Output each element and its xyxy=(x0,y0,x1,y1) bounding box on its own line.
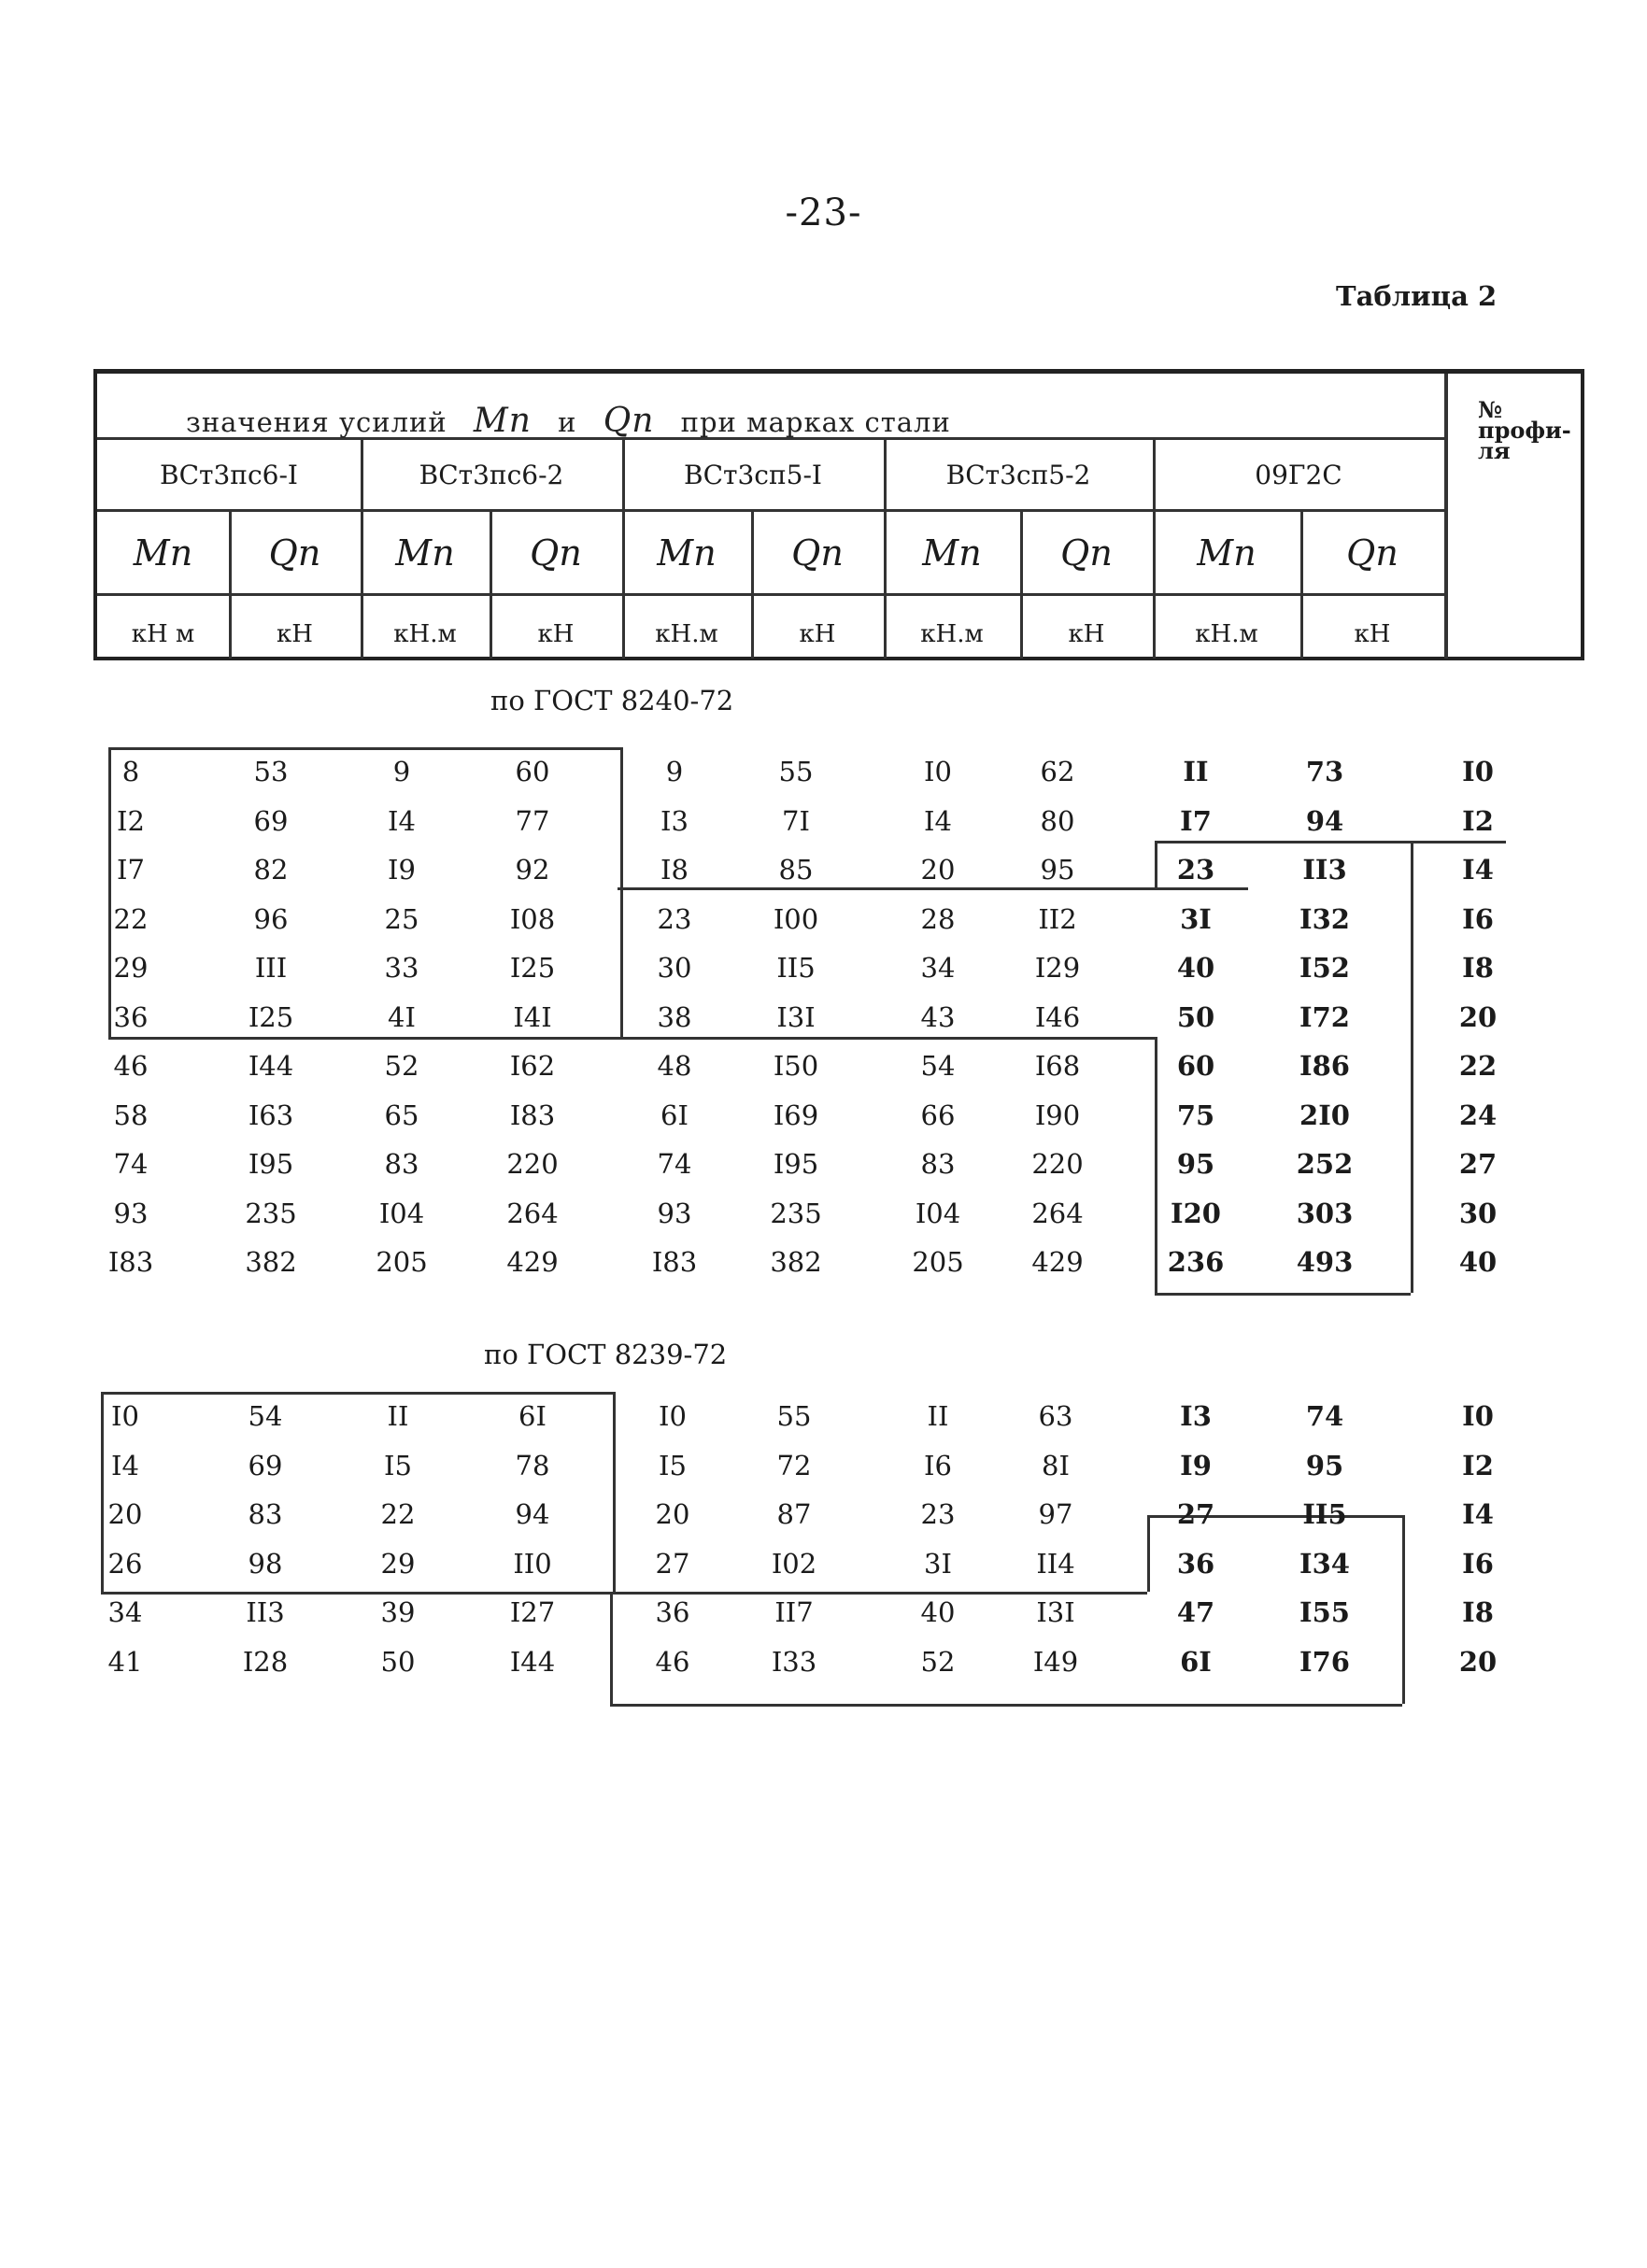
value-cell: I2 xyxy=(117,804,145,837)
column-symbol: Mn xyxy=(1197,532,1257,574)
value-cell: 36 xyxy=(113,1000,149,1033)
value-cell: 83 xyxy=(920,1148,956,1180)
column-symbol: Mn xyxy=(657,532,717,574)
column-symbol: Qn xyxy=(1060,532,1113,574)
value-cell: I95 xyxy=(248,1148,294,1180)
value-cell: 60 xyxy=(515,756,550,787)
value-cell: I46 xyxy=(1034,1000,1081,1033)
profile-number-cell: I2 xyxy=(1462,1449,1494,1481)
column-unit: кН xyxy=(799,620,836,648)
value-cell: I44 xyxy=(509,1645,556,1678)
value-cell: 72 xyxy=(776,1449,812,1481)
ibeam-table xyxy=(93,1392,1588,1709)
header-table xyxy=(93,369,1584,660)
value-cell: I20 xyxy=(1171,1197,1221,1229)
profile-number-cell: 22 xyxy=(1458,1050,1498,1082)
value-cell: 92 xyxy=(515,854,550,886)
value-cell: II4 xyxy=(1036,1547,1075,1580)
value-cell: 4I xyxy=(388,1000,416,1033)
value-cell: 93 xyxy=(113,1197,149,1229)
value-cell: I69 xyxy=(773,1099,819,1131)
value-cell: 9 xyxy=(665,756,684,787)
grade-header: 09Г2С xyxy=(1255,460,1342,490)
value-cell: I83 xyxy=(107,1246,154,1278)
value-cell: 303 xyxy=(1296,1197,1354,1229)
value-cell: 93 xyxy=(657,1197,692,1229)
value-cell: I86 xyxy=(1299,1050,1350,1082)
value-cell: I62 xyxy=(509,1050,556,1082)
value-cell: 264 xyxy=(1031,1197,1084,1229)
value-cell: II3 xyxy=(1302,854,1347,886)
value-cell: 34 xyxy=(920,952,956,984)
value-cell: I8 xyxy=(660,854,689,886)
value-cell: 6I xyxy=(1180,1645,1212,1678)
column-unit: кН.м xyxy=(920,620,984,648)
value-cell: 48 xyxy=(657,1050,692,1082)
value-cell: I72 xyxy=(1299,1000,1350,1033)
column-unit: кН.м xyxy=(655,620,718,648)
value-cell: 22 xyxy=(113,902,149,935)
value-cell: 60 xyxy=(1176,1050,1215,1082)
value-cell: 20 xyxy=(655,1498,690,1530)
value-cell: I3 xyxy=(660,804,689,837)
profile-number-cell: 30 xyxy=(1458,1197,1498,1229)
value-cell: 36 xyxy=(1176,1547,1215,1580)
value-cell: 27 xyxy=(655,1547,690,1580)
profile-number-cell: I0 xyxy=(1462,756,1494,787)
value-cell: 66 xyxy=(920,1099,956,1131)
value-cell: 6I xyxy=(660,1099,689,1131)
value-cell: I9 xyxy=(388,854,416,886)
value-cell: 87 xyxy=(776,1498,812,1530)
value-cell: I83 xyxy=(509,1099,556,1131)
value-cell: 46 xyxy=(113,1050,149,1082)
value-cell: 74 xyxy=(113,1148,149,1180)
value-cell: I5 xyxy=(384,1449,412,1481)
value-cell: 236 xyxy=(1167,1246,1225,1278)
value-cell: I4 xyxy=(388,804,416,837)
value-cell: I25 xyxy=(509,952,556,984)
value-cell: 20 xyxy=(920,854,956,886)
profile-number-cell: I8 xyxy=(1462,1596,1494,1628)
value-cell: 58 xyxy=(113,1099,149,1131)
value-cell: I4 xyxy=(924,804,952,837)
value-cell: 220 xyxy=(1031,1148,1084,1180)
value-cell: I33 xyxy=(771,1645,817,1678)
profile-number-cell: I4 xyxy=(1462,854,1494,886)
value-cell: 6I xyxy=(518,1400,547,1432)
value-cell: II7 xyxy=(774,1596,814,1628)
value-cell: 3I xyxy=(1180,902,1212,935)
value-cell: 50 xyxy=(380,1645,416,1678)
table-row xyxy=(93,747,1588,796)
value-cell: I7 xyxy=(1180,804,1212,837)
grade-header: ВСт3пс6-2 xyxy=(419,460,564,490)
value-cell: 95 xyxy=(1040,854,1075,886)
value-cell: 8I xyxy=(1042,1449,1070,1481)
table-row xyxy=(93,1637,1588,1686)
value-cell: II5 xyxy=(776,952,816,984)
column-unit: кН xyxy=(1354,620,1391,648)
value-cell: III xyxy=(254,952,288,984)
value-cell: 27 xyxy=(1176,1498,1215,1530)
value-cell: 95 xyxy=(1176,1148,1215,1180)
value-cell: I4 xyxy=(111,1449,139,1481)
value-cell: I3I xyxy=(776,1000,816,1033)
grade-header: ВСт3сп5-I xyxy=(684,460,822,490)
value-cell: I83 xyxy=(651,1246,698,1278)
value-cell: 78 xyxy=(515,1449,550,1481)
value-cell: I9 xyxy=(1180,1449,1212,1481)
grade-header: ВСт3сп5-2 xyxy=(945,460,1091,490)
value-cell: 75 xyxy=(1176,1099,1215,1131)
table-row xyxy=(93,1392,1588,1440)
section-title-gost-8239: по ГОСТ 8239-72 xyxy=(484,1339,728,1370)
profile-number-cell: I6 xyxy=(1462,902,1494,935)
value-cell: 3I xyxy=(924,1547,952,1580)
column-symbol: Mn xyxy=(922,532,982,574)
section-title-gost-8240: по ГОСТ 8240-72 xyxy=(490,685,734,716)
value-cell: 85 xyxy=(778,854,814,886)
value-cell: I27 xyxy=(509,1596,556,1628)
value-cell: 26 xyxy=(107,1547,143,1580)
value-cell: 74 xyxy=(1305,1400,1344,1432)
channel-table xyxy=(93,747,1588,1298)
column-unit: кН xyxy=(277,620,313,648)
value-cell: 41 xyxy=(107,1645,143,1678)
value-cell: 65 xyxy=(384,1099,419,1131)
value-cell: 29 xyxy=(113,952,149,984)
value-cell: I0 xyxy=(924,756,952,787)
value-cell: 54 xyxy=(248,1400,283,1432)
value-cell: I3 xyxy=(1180,1400,1212,1432)
value-cell: 95 xyxy=(1305,1449,1344,1481)
column-unit: кН.м xyxy=(393,620,457,648)
value-cell: II xyxy=(1183,756,1209,787)
value-cell: 40 xyxy=(920,1596,956,1628)
table-row xyxy=(93,1441,1588,1490)
profile-number-cell: 40 xyxy=(1458,1246,1498,1278)
profile-number-cell: 27 xyxy=(1458,1148,1498,1180)
value-cell: 30 xyxy=(657,952,692,984)
value-cell: I08 xyxy=(509,902,556,935)
value-cell: I00 xyxy=(773,902,819,935)
column-unit: кН.м xyxy=(1195,620,1258,648)
value-cell: 8 xyxy=(121,756,140,787)
value-cell: 205 xyxy=(912,1246,964,1278)
value-cell: II xyxy=(387,1400,409,1432)
value-cell: I90 xyxy=(1034,1099,1081,1131)
value-cell: II3 xyxy=(246,1596,285,1628)
profile-number-cell: 24 xyxy=(1458,1099,1498,1131)
value-cell: 54 xyxy=(920,1050,956,1082)
value-cell: 7I xyxy=(782,804,810,837)
column-symbol: Mn xyxy=(133,532,193,574)
value-cell: 73 xyxy=(1305,756,1344,787)
value-cell: 52 xyxy=(920,1645,956,1678)
table-row xyxy=(93,1091,1588,1140)
column-symbol: Mn xyxy=(395,532,455,574)
column-unit: кН м xyxy=(131,620,195,648)
value-cell: 97 xyxy=(1038,1498,1073,1530)
table-row xyxy=(93,845,1588,894)
value-cell: 94 xyxy=(515,1498,550,1530)
value-cell: I5 xyxy=(659,1449,687,1481)
value-cell: 252 xyxy=(1296,1148,1354,1180)
table-row xyxy=(93,895,1588,943)
profile-number-header: № профи- ля xyxy=(1478,396,1571,464)
column-symbol: Qn xyxy=(1346,532,1399,574)
column-unit: кН xyxy=(537,620,575,648)
value-cell: 82 xyxy=(253,854,289,886)
value-cell: 50 xyxy=(1176,1000,1215,1033)
value-cell: I4I xyxy=(513,1000,552,1033)
value-cell: I95 xyxy=(773,1148,819,1180)
table-row xyxy=(93,1238,1588,1286)
profile-number-cell: I8 xyxy=(1462,952,1494,984)
value-cell: I3I xyxy=(1036,1596,1075,1628)
value-cell: II2 xyxy=(1038,902,1077,935)
value-cell: I28 xyxy=(242,1645,289,1678)
value-cell: 235 xyxy=(770,1197,822,1229)
value-cell: I0 xyxy=(111,1400,139,1432)
value-cell: I68 xyxy=(1034,1050,1081,1082)
value-cell: 205 xyxy=(376,1246,428,1278)
value-cell: I49 xyxy=(1032,1645,1079,1678)
table-row xyxy=(93,993,1588,1042)
value-cell: 40 xyxy=(1176,952,1215,984)
value-cell: I50 xyxy=(773,1050,819,1082)
value-cell: I04 xyxy=(915,1197,961,1229)
value-cell: I7 xyxy=(117,854,145,886)
value-cell: 28 xyxy=(920,902,956,935)
value-cell: I32 xyxy=(1299,902,1350,935)
table-row xyxy=(93,1042,1588,1090)
value-cell: 429 xyxy=(1031,1246,1084,1278)
value-cell: 52 xyxy=(384,1050,419,1082)
value-cell: 46 xyxy=(655,1645,690,1678)
forces-title: значения усилий Mn и Qn при марках стали xyxy=(186,402,951,440)
table-row xyxy=(93,943,1588,992)
value-cell: II5 xyxy=(1302,1498,1347,1530)
value-cell: I44 xyxy=(248,1050,294,1082)
value-cell: I63 xyxy=(248,1099,294,1131)
value-cell: 63 xyxy=(1038,1400,1073,1432)
value-cell: I6 xyxy=(924,1449,952,1481)
value-cell: 34 xyxy=(107,1596,143,1628)
value-cell: 493 xyxy=(1296,1246,1354,1278)
grade-header: ВСт3пс6-I xyxy=(160,460,298,490)
profile-number-cell: I2 xyxy=(1462,804,1494,837)
value-cell: 25 xyxy=(384,902,419,935)
value-cell: 94 xyxy=(1305,804,1344,837)
value-cell: 43 xyxy=(920,1000,956,1033)
value-cell: I76 xyxy=(1299,1645,1350,1678)
value-cell: 264 xyxy=(506,1197,559,1229)
value-cell: 22 xyxy=(380,1498,416,1530)
table-row xyxy=(93,1490,1588,1538)
value-cell: I04 xyxy=(378,1197,425,1229)
value-cell: 47 xyxy=(1176,1596,1215,1628)
page-number: -23- xyxy=(785,191,862,234)
profile-number-cell: I0 xyxy=(1462,1400,1494,1432)
value-cell: 98 xyxy=(248,1547,283,1580)
value-cell: 55 xyxy=(776,1400,812,1432)
column-symbol: Qn xyxy=(530,532,582,574)
value-cell: 23 xyxy=(920,1498,956,1530)
table-row xyxy=(93,797,1588,845)
value-cell: 20 xyxy=(107,1498,143,1530)
table-label: Таблица 2 xyxy=(1336,280,1498,312)
table-row xyxy=(93,1539,1588,1588)
table-row xyxy=(93,1140,1588,1188)
value-cell: 429 xyxy=(506,1246,559,1278)
value-cell: 96 xyxy=(253,902,289,935)
value-cell: 29 xyxy=(380,1547,416,1580)
value-cell: 80 xyxy=(1040,804,1075,837)
value-cell: I25 xyxy=(248,1000,294,1033)
value-cell: 23 xyxy=(1176,854,1215,886)
value-cell: 2I0 xyxy=(1299,1099,1350,1131)
value-cell: I34 xyxy=(1299,1547,1350,1580)
column-symbol: Qn xyxy=(791,532,844,574)
table-row xyxy=(93,1588,1588,1637)
value-cell: 69 xyxy=(253,804,289,837)
value-cell: 9 xyxy=(392,756,411,787)
value-cell: II0 xyxy=(513,1547,552,1580)
profile-number-cell: 20 xyxy=(1458,1000,1498,1033)
value-cell: 36 xyxy=(655,1596,690,1628)
value-cell: 39 xyxy=(380,1596,416,1628)
value-cell: 74 xyxy=(657,1148,692,1180)
value-cell: I29 xyxy=(1034,952,1081,984)
column-unit: кН xyxy=(1068,620,1105,648)
value-cell: II xyxy=(927,1400,949,1432)
value-cell: I02 xyxy=(771,1547,817,1580)
profile-number-cell: I6 xyxy=(1462,1547,1494,1580)
value-cell: 382 xyxy=(770,1246,822,1278)
value-cell: 235 xyxy=(245,1197,297,1229)
value-cell: 33 xyxy=(384,952,419,984)
value-cell: 77 xyxy=(515,804,550,837)
value-cell: 53 xyxy=(253,756,289,787)
value-cell: I52 xyxy=(1299,952,1350,984)
profile-number-cell: 20 xyxy=(1458,1645,1498,1678)
column-symbol: Qn xyxy=(268,532,321,574)
value-cell: 220 xyxy=(506,1148,559,1180)
value-cell: 69 xyxy=(248,1449,283,1481)
value-cell: 38 xyxy=(657,1000,692,1033)
value-cell: I55 xyxy=(1299,1596,1350,1628)
table-row xyxy=(93,1189,1588,1238)
value-cell: 23 xyxy=(657,902,692,935)
value-cell: 83 xyxy=(248,1498,283,1530)
profile-number-cell: I4 xyxy=(1462,1498,1494,1530)
value-cell: 382 xyxy=(245,1246,297,1278)
value-cell: 83 xyxy=(384,1148,419,1180)
value-cell: 55 xyxy=(778,756,814,787)
value-cell: I0 xyxy=(659,1400,687,1432)
value-cell: 62 xyxy=(1040,756,1075,787)
